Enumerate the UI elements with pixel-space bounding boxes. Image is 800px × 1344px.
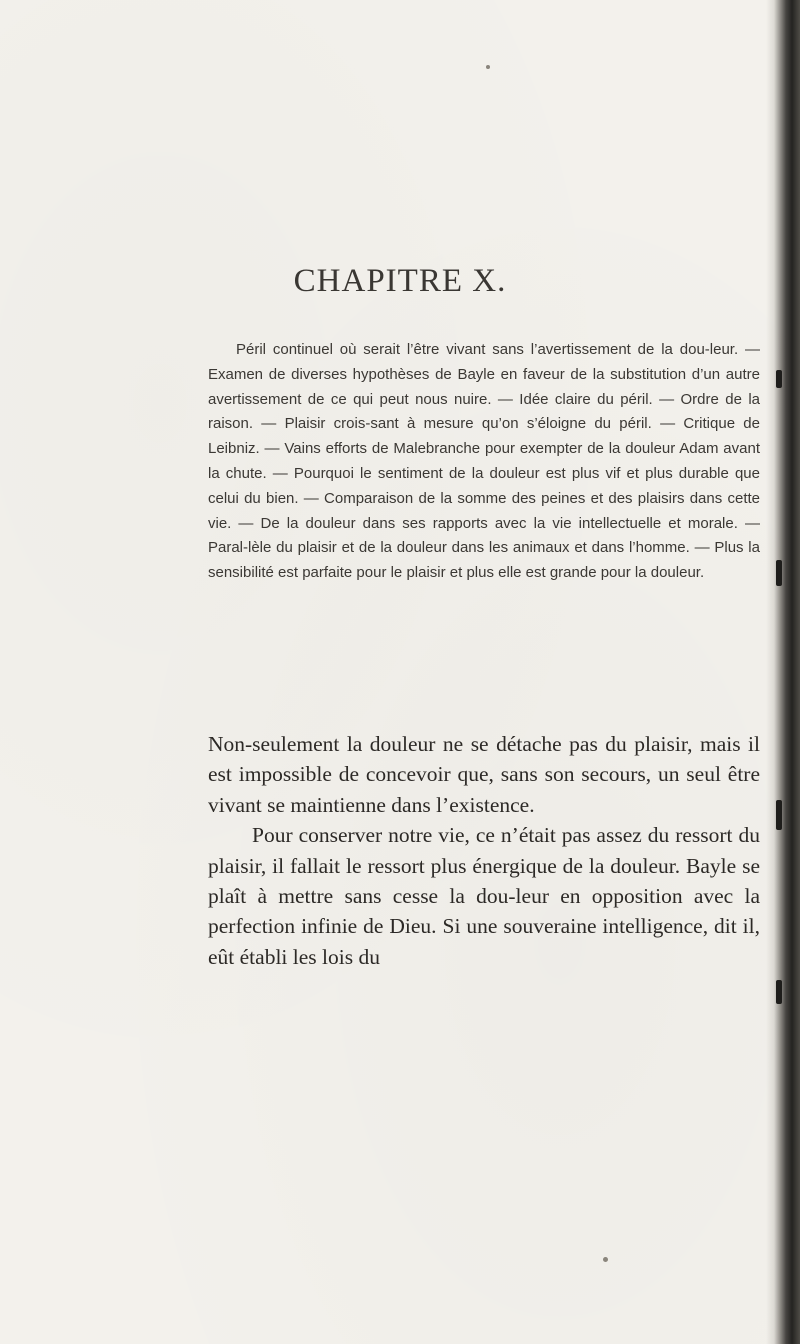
paper-speck [486, 65, 490, 69]
scan-edge-shadow [766, 0, 800, 1344]
body-text [208, 729, 760, 972]
scan-edge-mark [776, 560, 782, 586]
scan-edge-mark [776, 800, 782, 830]
body-paragraph-2: Pour conserver notre vie, ce n’était pas assez du ressort du plaisir, il fallait le ressort plus énergique de la douleur. Bayle se plaît à mettre sans cesse la dou-leur en opposition avec la perfection infinie de Dieu. Si une souveraine intelligence, dit il, eût établi les lois du [208, 823, 760, 969]
scan-edge-mark [776, 980, 782, 1004]
paper-speck [603, 1257, 608, 1262]
body-paragraph-1: Non-seulement la douleur ne se détache pas du plaisir, mais il est impossible de concevoir que, sans son secours, un seul être vivant se maintienne dans l’existence. [208, 732, 760, 817]
chapter-title: CHAPITRE X. [293, 263, 507, 299]
chapter-summary: Péril continuel où serait l’être vivant sans l’avertissement de la dou-leur. — Examen de diverses hypothèses de Bayle en faveur de la substitution d’un autre avertissement de ce qui peut nous nuire. — Idée claire du péril. — Ordre de la raison. — Plaisir crois-sant à mesure qu’on s’éloigne du péril. — Critique de Leibniz. — Vains efforts de Malebranche pour exempter de la douleur Adam avant la chute. — Pourquoi le sentiment de la douleur est plus vif et plus durable que celui du bien. — Comparaison de la somme des peines et des plaisirs dans cette vie. — De la douleur dans ses rapports avec la vie intellectuelle et morale. — Paral-lèle du plaisir et de la douleur dans les animaux et dans l’homme. — Plus la sensibilité est parfaite pour le plaisir et plus elle est grande pour la douleur. [208, 341, 760, 582]
scan-edge-mark [776, 370, 782, 388]
